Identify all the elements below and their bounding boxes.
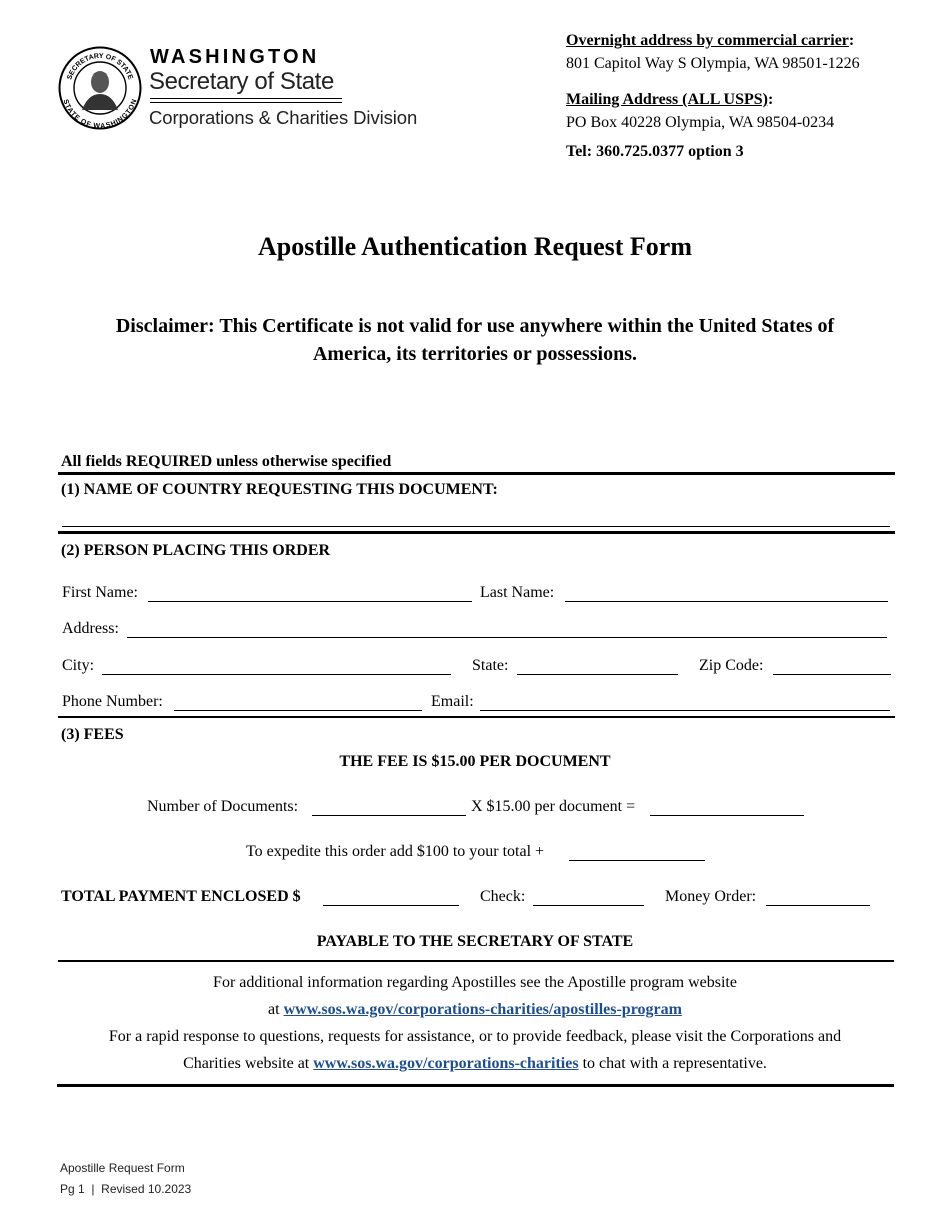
overnight-address: 801 Capitol Way S Olympia, WA 98501-1226 [566,55,860,72]
check-label: Check: [480,888,526,905]
info-bottom-rule [57,1084,894,1087]
section2-top-rule [58,531,895,534]
check-input[interactable] [533,888,644,906]
city-label: City: [62,657,95,674]
footer-page-info: Pg 1 | Revised 10.2023 [60,1182,192,1196]
seal-text-bottom: STATE OF WASHINGTON [61,98,139,130]
zip-code-label: Zip Code: [699,657,764,674]
mailing-address-label: Mailing Address (ALL USPS): [566,91,774,108]
section3-top-rule [58,716,895,718]
section1-top-rule [58,472,895,475]
footer-form-name: Apostille Request Form [60,1161,185,1175]
fee-statement: THE FEE IS $15.00 PER DOCUMENT [339,753,611,770]
overnight-address-label: Overnight address by commercial carrier: [566,32,855,49]
logo-office-name: Secretary of State [149,68,334,95]
corporations-charities-link[interactable]: www.sos.wa.gov/corporations-charities [313,1055,579,1072]
phone-number-input[interactable] [174,693,422,711]
disclaimer: Disclaimer: This Certificate is not valid for use anywhere within the United States of America, its territories or possessions. [115,315,835,365]
first-name-label: First Name: [62,584,138,601]
page-title: Apostille Authentication Request Form [257,232,693,261]
city-input[interactable] [102,657,451,675]
documents-subtotal-input[interactable] [650,798,804,816]
number-of-documents-label: Number of Documents: [147,798,299,815]
state-seal-logo [58,46,142,130]
zip-code-input[interactable] [773,657,891,675]
logo-division-name: Corporations & Charities Division [149,107,418,128]
info-line3: For a rapid response to questions, requests for assistance, or to provide feedback, please visit the Corporations and [108,1028,842,1045]
required-note: All fields REQUIRED unless otherwise specified [61,453,392,470]
per-document-label: X $15.00 per document = [471,798,636,815]
info-line4: Charities website at www.sos.wa.gov/corporations-charities to chat with a representative. [183,1055,767,1072]
info-top-rule [58,960,894,962]
total-payment-label: TOTAL PAYMENT ENCLOSED $ [61,888,301,905]
country-input[interactable] [62,508,890,527]
number-of-documents-input[interactable] [312,798,466,816]
money-order-input[interactable] [766,888,870,906]
address-label: Address: [62,620,119,637]
first-name-input[interactable] [148,584,472,602]
money-order-label: Money Order: [665,888,757,905]
seal-text-top: SECRETARY OF STATE [66,52,134,81]
telephone: Tel: 360.725.0377 option 3 [566,143,744,160]
mailing-address: PO Box 40228 Olympia, WA 98504-0234 [566,114,835,131]
payable-to: PAYABLE TO THE SECRETARY OF STATE [316,933,634,950]
info-line2: at www.sos.wa.gov/corporations-charities/apostilles-program [268,1001,682,1018]
expedite-fee-input[interactable] [569,843,705,861]
state-input[interactable] [517,657,678,675]
info-line1: For additional information regarding Apostilles see the Apostille program website [213,974,737,991]
section1-heading: (1) NAME OF COUNTRY REQUESTING THIS DOCUMENT: [61,481,498,498]
section2-heading: (2) PERSON PLACING THIS ORDER [61,542,331,559]
email-label: Email: [431,693,474,710]
apostille-program-link[interactable]: www.sos.wa.gov/corporations-charities/apostilles-program [283,1001,682,1018]
address-input[interactable] [127,620,887,638]
logo-state-name: WASHINGTON [150,46,320,68]
logo-rule-bottom [150,102,342,103]
expedite-label: To expedite this order add $100 to your total + [246,843,545,860]
last-name-label: Last Name: [480,584,555,601]
total-payment-input[interactable] [323,888,459,906]
email-input[interactable] [480,693,890,711]
info-block [60,969,890,1077]
last-name-input[interactable] [565,584,888,602]
phone-number-label: Phone Number: [62,693,163,710]
logo-rule-top [150,98,342,99]
state-label: State: [472,657,509,674]
section3-heading: (3) FEES [61,726,124,743]
